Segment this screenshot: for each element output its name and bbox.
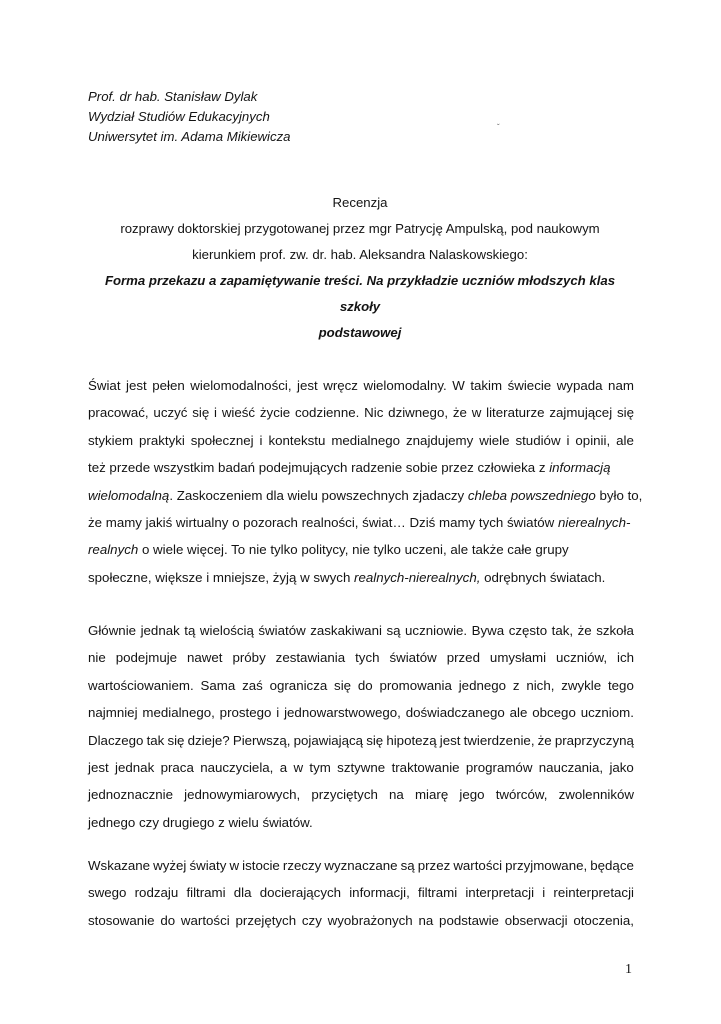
word: programów <box>465 759 533 775</box>
word: doświadczanego <box>405 705 505 721</box>
word: są <box>400 858 415 873</box>
word: Pierwszą, <box>232 732 291 748</box>
text-line <box>88 564 634 591</box>
word: się <box>366 732 384 748</box>
italic-text: realnych <box>88 542 139 558</box>
word: społecznej <box>190 432 254 448</box>
word: się <box>616 405 634 421</box>
scan-mark: ˇ <box>497 123 500 132</box>
word: jednowymiarowych, <box>184 787 301 803</box>
word: i <box>566 432 570 448</box>
word: tym <box>309 759 331 775</box>
word: wręcz <box>323 378 358 393</box>
italic-text: wielomodalną <box>88 487 170 503</box>
word: wartościowaniem. <box>88 677 194 693</box>
word: nich, <box>526 677 555 693</box>
review-subtitle-line-1: rozprawy doktorskiej przygotowanej przez mgr Patrycję Ampulską, pod naukowym <box>120 221 600 236</box>
word: wyobrażonych <box>327 912 413 928</box>
text-line <box>88 536 634 563</box>
word: że <box>577 623 592 638</box>
text-line <box>88 399 634 426</box>
word: dla <box>233 885 252 901</box>
word: w <box>293 759 304 775</box>
word: Wskazane <box>88 858 151 873</box>
text-line <box>88 781 634 808</box>
word: sztywne <box>337 759 386 775</box>
word: a <box>279 759 288 775</box>
word: i <box>259 432 263 448</box>
word: uczniom. <box>580 705 634 721</box>
word: Sama <box>200 677 236 693</box>
word: pracować, <box>88 405 149 421</box>
text: odrębnych światach. <box>480 569 606 585</box>
text-line <box>88 672 634 699</box>
word: stosowanie <box>88 912 155 928</box>
word: nauczyciela, <box>200 759 274 775</box>
word: wartości <box>180 912 230 928</box>
text-line <box>88 727 634 754</box>
word: Głównie <box>88 623 137 638</box>
word: podstawie <box>439 912 499 928</box>
word: przyciętych <box>311 787 378 803</box>
word: światów <box>258 623 306 638</box>
word: wypada <box>556 378 603 393</box>
word: i <box>542 885 546 901</box>
word: znajdujemy <box>406 432 474 448</box>
word: praktyki <box>139 432 185 448</box>
word: medialnego, <box>142 705 215 721</box>
review-title: Recenzja <box>332 195 388 210</box>
word: często <box>508 623 548 638</box>
word: do <box>357 677 373 693</box>
word: na <box>389 787 404 803</box>
word: tą <box>184 623 196 638</box>
word: tego <box>607 677 634 693</box>
word: wiele <box>479 432 510 448</box>
word: wartości <box>453 858 503 873</box>
word: jest <box>126 378 147 393</box>
word: ich <box>616 650 634 666</box>
word: wyznaczane <box>324 858 398 873</box>
text-line <box>88 644 634 671</box>
word: uczniowie. <box>405 623 468 638</box>
word: czy <box>301 912 322 928</box>
text-line <box>88 907 634 934</box>
word: jednowarstwowego, <box>284 705 401 721</box>
word: jednoznacznie <box>88 787 174 803</box>
text-line <box>88 617 634 644</box>
text: jednego czy drugiego z wielu światów. <box>88 814 313 830</box>
text-line <box>88 809 634 836</box>
word: praprzyczyną <box>554 732 634 748</box>
word: jest <box>297 378 318 393</box>
word: praca <box>160 759 194 775</box>
word: kontekstu <box>268 432 326 448</box>
word: obserwacji <box>504 912 568 928</box>
word: przed <box>446 650 480 666</box>
text-line <box>88 454 634 481</box>
word: przyjmowane, <box>505 858 588 873</box>
word: ale <box>509 705 528 721</box>
word: stykiem <box>88 432 134 448</box>
word: twórców, <box>495 787 548 803</box>
word: jednak <box>115 759 155 775</box>
text-line <box>88 699 634 726</box>
italic-text: nierealnych- <box>557 514 631 530</box>
word: interpretacji <box>465 885 535 901</box>
word: jego <box>459 787 485 803</box>
word: zaś <box>242 677 263 693</box>
word: wielością <box>199 623 254 638</box>
word: zestawiania <box>275 650 346 666</box>
word: Świat <box>88 378 121 393</box>
word: się <box>334 677 352 693</box>
word: rzeczy <box>282 858 322 873</box>
word: do <box>160 912 176 928</box>
word: się <box>192 405 210 421</box>
word: umysłami <box>489 650 547 666</box>
word: prostego <box>219 705 272 721</box>
word: nam <box>608 378 634 393</box>
review-subtitle-line-2: kierunkiem prof. zw. dr. hab. Aleksandra Nalaskowskiego: <box>192 247 528 262</box>
word: Bywa <box>471 623 505 638</box>
word: obcego <box>532 705 576 721</box>
word: nawet <box>187 650 223 666</box>
text: było to, <box>595 487 643 503</box>
italic-text: realnych-nierealnych, <box>354 569 481 585</box>
author-block <box>88 87 291 147</box>
word: medialnego <box>331 432 401 448</box>
word: szkoła <box>596 623 634 638</box>
italic-text: chleba powszedniego <box>467 487 596 503</box>
word: swego <box>88 885 127 901</box>
word: i <box>276 705 280 721</box>
word: otoczenia, <box>573 912 634 928</box>
word: wielomodalny. <box>363 378 447 393</box>
page-number: 1 <box>625 962 632 977</box>
text-line <box>88 852 634 879</box>
word: tak <box>146 732 165 748</box>
thesis-title-line-2: podstawowej <box>318 325 402 340</box>
word: zwolenników <box>558 787 634 803</box>
word: wielomodalności, <box>190 378 292 393</box>
word: że <box>452 405 467 421</box>
word: są <box>386 623 401 638</box>
word: informacji, <box>349 885 410 901</box>
text: że mamy jakiś wirtualny o pozorach realności, świat… Dziś mamy tych światów <box>88 514 558 530</box>
word: świecie <box>507 378 552 393</box>
text: . Zaskoczeniem dla wielu powszechnych zjadaczy <box>169 487 468 503</box>
word: ogranicza <box>269 677 328 693</box>
text-line <box>88 754 634 781</box>
word: dzieje? <box>187 732 230 748</box>
word: literaturze <box>486 405 545 421</box>
word: jednak <box>140 623 180 638</box>
word: na <box>418 912 434 928</box>
word: istocie <box>242 858 280 873</box>
word: najmniej <box>88 705 138 721</box>
word: z <box>512 677 520 693</box>
word: zaskakiwani <box>310 623 382 638</box>
word: podejmuje <box>115 650 178 666</box>
word: tych <box>355 650 380 666</box>
text: społeczne, większe i mniejsze, żyją w swych <box>88 569 355 585</box>
word: rodzaju <box>134 885 179 901</box>
text: też przede wszystkim badań podejmujących radzenie sobie przez człowieka z <box>88 460 550 476</box>
word: przejętych <box>235 912 297 928</box>
word: takim <box>470 378 503 393</box>
word: w <box>471 405 482 421</box>
author-university: Uniwersytet im. Adama Mikiewicza <box>88 129 291 144</box>
word: że <box>537 732 552 748</box>
word: nie <box>88 650 106 666</box>
word: Nic <box>364 405 384 421</box>
word: jest <box>88 759 109 775</box>
text: o wiele więcej. To nie tylko politycy, nie tylko uczeni, ale także całe grupy <box>138 542 569 558</box>
word: wieść <box>221 405 256 421</box>
word: jako <box>609 759 634 775</box>
word: studiów <box>515 432 561 448</box>
word: światy <box>189 858 227 873</box>
word: i <box>214 405 218 421</box>
italic-text: informacją <box>549 460 611 476</box>
word: hipotezą <box>386 732 437 748</box>
paragraph-2 <box>88 617 634 836</box>
word: tak, <box>551 623 574 638</box>
paragraph-3 <box>88 852 634 934</box>
author-name: Prof. dr hab. Stanisław Dylak <box>88 89 258 104</box>
word: dziwnego, <box>388 405 449 421</box>
word: docierających <box>259 885 342 901</box>
word: zajmującej <box>549 405 613 421</box>
thesis-title-line-1: Forma przekazu a zapamiętywanie treści. Na przykładzie uczniów młodszych klas szkoły <box>104 273 616 314</box>
word: uczniów, <box>556 650 608 666</box>
author-department: Wydział Studiów Edukacyjnych <box>88 109 270 124</box>
text-line <box>88 427 634 454</box>
word: codzienne. <box>295 405 360 421</box>
word: pojawiającą <box>293 732 364 748</box>
text-line <box>88 482 643 509</box>
word: opinii, <box>575 432 611 448</box>
word: nauczania, <box>538 759 604 775</box>
word: traktowanie <box>391 759 460 775</box>
review-heading <box>88 190 632 346</box>
word: miarę <box>414 787 449 803</box>
word: jednego <box>458 677 507 693</box>
word: ale <box>616 432 634 448</box>
word: pełen <box>152 378 185 393</box>
word: promowania <box>379 677 452 693</box>
paragraph-1 <box>88 372 643 591</box>
word: w <box>229 858 240 873</box>
word: W <box>452 378 465 393</box>
word: filtrami <box>186 885 226 901</box>
word: filtrami <box>418 885 458 901</box>
word: wyżej <box>153 858 187 873</box>
word: jest <box>439 732 461 748</box>
word: uczyć <box>153 405 188 421</box>
word: się <box>167 732 185 748</box>
word: reinterpretacji <box>553 885 634 901</box>
text-line <box>88 372 634 399</box>
word: zwykle <box>561 677 602 693</box>
word: przez <box>417 858 451 873</box>
text-line <box>88 879 634 906</box>
text-line <box>88 509 634 536</box>
word: będące <box>590 858 634 873</box>
word: twierdzenie, <box>463 732 535 748</box>
word: życie <box>259 405 291 421</box>
word: próby <box>232 650 266 666</box>
word: światów <box>389 650 437 666</box>
word: Dlaczego <box>88 732 144 748</box>
